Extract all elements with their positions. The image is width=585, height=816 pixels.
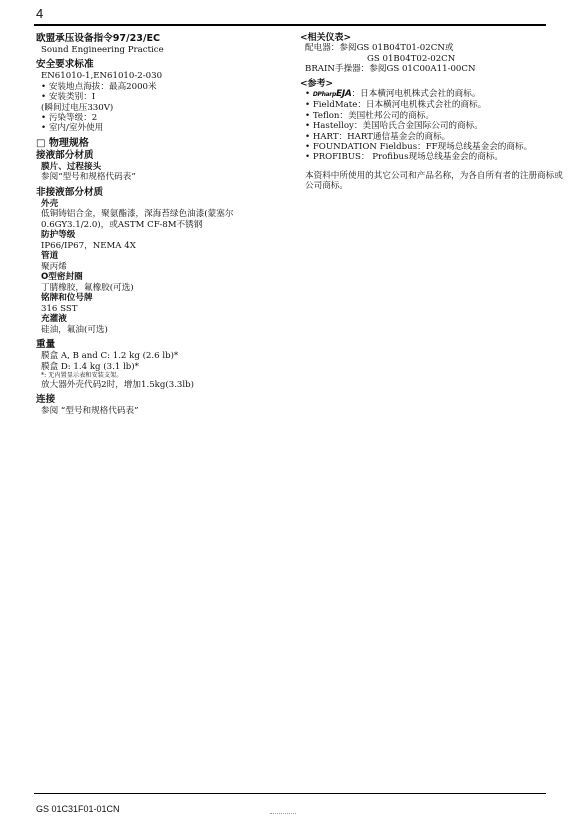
nameplate-text: 316 SST [41,303,78,314]
pipe-label: 管道 [41,251,59,262]
ref-item: • PROFIBUS： Profibus现场总线基金会的商标。 [300,152,570,162]
dpharp-eja-logo: DPharpEJA [312,89,352,100]
refs-note: 本资料中所使用的其它公司和产品名称，为各自所有者的注册商标或公司商标。 [305,170,563,192]
header-rule [34,24,546,26]
safety-standard: EN61010-1,EN61010-2-030 [41,71,163,82]
safety-section [36,59,276,133]
page-number: 4 [36,6,44,21]
pipe-text: 聚丙烯 [41,261,67,272]
protection-label: 防护等级 [41,230,76,241]
weight-line3: 放大器外壳代码2时，增加1.5kg(3.3lb) [41,380,194,391]
ref-item: • FieldMate：日本横河电机株式会社的商标。 [300,100,570,110]
weight-title: 重量 [36,339,56,351]
connection-title: 连接 [36,394,56,406]
nameplate-label: 铭牌和位号牌 [41,293,93,304]
ref-item: • FOUNDATION Fieldbus：FF现场总线基金会的商标。 [300,142,570,152]
physical-title: □ 物理规格 [36,137,89,149]
ref-item-dpharp: • DPharpEJA：日本横河电机株式会社的商标。 [300,89,570,100]
ref-item: • Hastelloy：美国哈氏合金国际公司的商标。 [300,121,570,131]
left-column [36,33,276,417]
related-dist-line1: 配电器：参阅GS 01B04T01-02CN或 [305,43,454,54]
weight-line2: 膜盒 D: 1.4 kg (3.1 lb)* [41,361,139,372]
oring-text: 丁腈橡胶，氟橡胶(可选) [41,282,134,293]
related-dist-line2: GS 01B04T02-02CN [367,53,456,64]
ref-item: • Teflon：美国杜邦公司的商标。 [300,111,570,121]
safety-title: 安全要求标准 [36,59,94,71]
nonwetted-title: 非接液部分材质 [36,186,104,198]
eu-section [36,33,276,55]
safety-pollution: • 污染等级：2 [36,113,276,123]
oring-label: O型密封圈 [41,272,83,283]
safety-use: • 室内/室外使用 [36,123,276,133]
safety-transient: (瞬间过电压330V) [41,102,114,113]
related-brain: BRAIN手操器：参阅GS 01C00A11-00CN [305,64,476,75]
refs-title: <参考> [300,78,334,89]
related-section [300,33,570,75]
weight-line1: 膜盒 A, B and C: 1.2 kg (2.6 lb)* [41,351,179,362]
weight-note: *: 无内置显示表和安装支架。 [41,372,123,380]
right-column [300,33,570,192]
wetted-title: 接液部分材质 [36,149,94,161]
related-title: <相关仪表> [300,33,352,43]
fill-label: 充灌液 [41,314,67,325]
doc-code: GS 01C31F01-01CN [36,804,120,814]
safety-altitude: • 安装地点海拔：最高2000米 [36,82,276,92]
housing-label: 外壳 [41,198,59,209]
eu-value: Sound Engineering Practice [41,45,164,55]
refs-section [300,79,570,192]
safety-category: • 安装类别：I [36,92,276,102]
wetted-ref: 参阅“型号和规格代码表” [41,172,136,183]
fill-text: 硅油，氟油(可选) [41,324,108,335]
weight-section [36,339,276,390]
footer-mark [270,813,296,815]
wetted-item: 膜片、过程接头 [41,161,102,172]
connection-text: 参阅 “型号和规格代码表” [41,406,139,417]
nonwetted-section [36,187,276,335]
protection-text: IP66/IP67，NEMA 4X [41,240,136,251]
housing-text: 低铜铸铝合金，聚氨酯漆，深海苔绿色油漆(蒙塞尔0.6GY3.1/2.0)，或ASTM CF-8M不锈钢 [41,209,234,230]
connection-section [36,394,276,416]
ref-item: • HART：HART通信基金会的商标。 [300,132,570,142]
physical-section [36,138,276,183]
eu-title: 欧盟承压设备指令97/23/EC [36,33,161,44]
footer-rule [34,793,546,794]
